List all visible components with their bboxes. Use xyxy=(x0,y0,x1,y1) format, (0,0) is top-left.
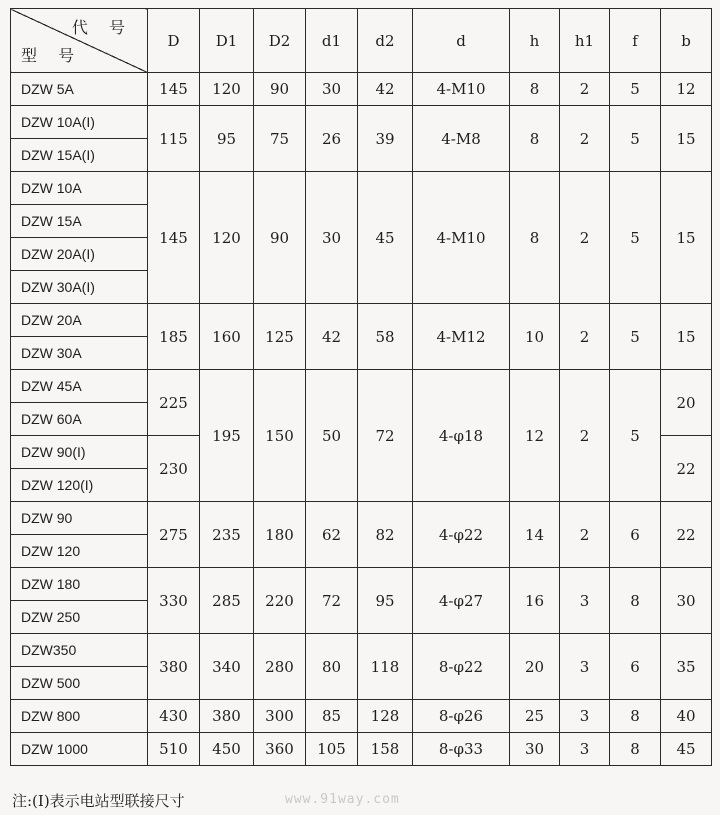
col-header-f: f xyxy=(610,9,661,73)
cell-d1: 30 xyxy=(306,73,358,106)
cell-h: 16 xyxy=(510,568,560,634)
cell-f: 6 xyxy=(610,634,661,700)
model-cell: DZW 90(I) xyxy=(11,436,148,469)
model-cell: DZW 30A(I) xyxy=(11,271,148,304)
cell-b: 15 xyxy=(661,172,712,304)
footnote: 注:(I)表示电站型联接尺寸 xyxy=(12,792,185,810)
model-cell: DZW 10A xyxy=(11,172,148,205)
col-header-D: D xyxy=(148,9,200,73)
header-row xyxy=(11,9,712,73)
table-row xyxy=(11,172,712,205)
model-cell: DZW 250 xyxy=(11,601,148,634)
cell-d1: 62 xyxy=(306,502,358,568)
model-cell: DZW 30A xyxy=(11,337,148,370)
cell-d: 4-M10 xyxy=(413,73,510,106)
cell-d2: 58 xyxy=(358,304,413,370)
cell-f: 5 xyxy=(610,106,661,172)
cell-D: 225 xyxy=(148,370,200,436)
cell-f: 8 xyxy=(610,568,661,634)
cell-D2: 180 xyxy=(254,502,306,568)
model-cell: DZW 1000 xyxy=(11,733,148,766)
cell-h: 30 xyxy=(510,733,560,766)
model-cell: DZW 60A xyxy=(11,403,148,436)
cell-b: 22 xyxy=(661,502,712,568)
cell-D: 380 xyxy=(148,634,200,700)
cell-b: 30 xyxy=(661,568,712,634)
cell-D2: 220 xyxy=(254,568,306,634)
model-cell: DZW 800 xyxy=(11,700,148,733)
cell-D2: 300 xyxy=(254,700,306,733)
model-cell: DZW 20A xyxy=(11,304,148,337)
cell-b: 12 xyxy=(661,73,712,106)
cell-h: 25 xyxy=(510,700,560,733)
watermark: www.91way.com xyxy=(285,792,400,807)
cell-D1: 160 xyxy=(200,304,254,370)
cell-D2: 75 xyxy=(254,106,306,172)
cell-f: 6 xyxy=(610,502,661,568)
col-header-D1: D1 xyxy=(200,9,254,73)
table-row xyxy=(11,502,712,535)
cell-d2: 118 xyxy=(358,634,413,700)
cell-d2: 42 xyxy=(358,73,413,106)
cell-h1: 3 xyxy=(560,634,610,700)
cell-D1: 120 xyxy=(200,172,254,304)
cell-d1: 80 xyxy=(306,634,358,700)
table-row xyxy=(11,106,712,139)
cell-h: 14 xyxy=(510,502,560,568)
cell-D: 115 xyxy=(148,106,200,172)
cell-d2: 45 xyxy=(358,172,413,304)
cell-h1: 2 xyxy=(560,304,610,370)
cell-d2: 82 xyxy=(358,502,413,568)
dimension-table xyxy=(10,8,712,766)
model-cell: DZW 45A xyxy=(11,370,148,403)
table-row xyxy=(11,568,712,601)
cell-D1: 95 xyxy=(200,106,254,172)
cell-d1: 42 xyxy=(306,304,358,370)
col-header-d: d xyxy=(413,9,510,73)
cell-d: 4-φ22 xyxy=(413,502,510,568)
cell-h1: 3 xyxy=(560,700,610,733)
cell-h1: 3 xyxy=(560,733,610,766)
cell-h: 20 xyxy=(510,634,560,700)
model-cell: DZW 5A xyxy=(11,73,148,106)
cell-h1: 2 xyxy=(560,502,610,568)
table-row xyxy=(11,73,712,106)
cell-h: 12 xyxy=(510,370,560,502)
cell-D2: 150 xyxy=(254,370,306,502)
cell-d: 4-φ18 xyxy=(413,370,510,502)
cell-h: 10 xyxy=(510,304,560,370)
corner-header xyxy=(11,9,148,73)
table-row xyxy=(11,634,712,667)
col-header-d1: d1 xyxy=(306,9,358,73)
cell-d: 8-φ26 xyxy=(413,700,510,733)
table-row xyxy=(11,304,712,337)
cell-d: 4-φ27 xyxy=(413,568,510,634)
cell-h: 8 xyxy=(510,172,560,304)
cell-D1: 285 xyxy=(200,568,254,634)
table-row xyxy=(11,733,712,766)
cell-h: 8 xyxy=(510,73,560,106)
cell-D: 510 xyxy=(148,733,200,766)
cell-D: 145 xyxy=(148,172,200,304)
cell-D: 230 xyxy=(148,436,200,502)
model-cell: DZW 20A(I) xyxy=(11,238,148,271)
cell-D1: 195 xyxy=(200,370,254,502)
model-cell: DZW 15A xyxy=(11,205,148,238)
cell-D2: 360 xyxy=(254,733,306,766)
model-cell: DZW 120 xyxy=(11,535,148,568)
cell-b: 15 xyxy=(661,304,712,370)
model-cell: DZW 15A(I) xyxy=(11,139,148,172)
cell-d: 8-φ33 xyxy=(413,733,510,766)
cell-h1: 2 xyxy=(560,106,610,172)
cell-d1: 72 xyxy=(306,568,358,634)
cell-b: 35 xyxy=(661,634,712,700)
cell-D2: 90 xyxy=(254,73,306,106)
cell-D: 275 xyxy=(148,502,200,568)
model-cell: DZW 500 xyxy=(11,667,148,700)
col-header-b: b xyxy=(661,9,712,73)
cell-D1: 340 xyxy=(200,634,254,700)
corner-code-label: 代 号 xyxy=(71,18,133,37)
cell-d2: 72 xyxy=(358,370,413,502)
cell-D2: 90 xyxy=(254,172,306,304)
cell-h1: 2 xyxy=(560,172,610,304)
cell-D: 185 xyxy=(148,304,200,370)
cell-d2: 128 xyxy=(358,700,413,733)
cell-h: 8 xyxy=(510,106,560,172)
cell-d1: 85 xyxy=(306,700,358,733)
model-cell: DZW350 xyxy=(11,634,148,667)
model-cell: DZW 10A(I) xyxy=(11,106,148,139)
cell-h1: 2 xyxy=(560,370,610,502)
model-cell: DZW 180 xyxy=(11,568,148,601)
cell-b: 45 xyxy=(661,733,712,766)
cell-h1: 2 xyxy=(560,73,610,106)
cell-f: 5 xyxy=(610,370,661,502)
cell-D1: 235 xyxy=(200,502,254,568)
cell-f: 5 xyxy=(610,73,661,106)
table-row xyxy=(11,370,712,403)
cell-b: 22 xyxy=(661,436,712,502)
corner-model-label: 型 号 xyxy=(21,46,83,65)
cell-f: 5 xyxy=(610,304,661,370)
cell-d1: 105 xyxy=(306,733,358,766)
cell-d: 4-M12 xyxy=(413,304,510,370)
cell-b: 40 xyxy=(661,700,712,733)
cell-b: 20 xyxy=(661,370,712,436)
cell-d1: 30 xyxy=(306,172,358,304)
cell-d: 8-φ22 xyxy=(413,634,510,700)
col-header-h: h xyxy=(510,9,560,73)
cell-d2: 158 xyxy=(358,733,413,766)
cell-d1: 26 xyxy=(306,106,358,172)
cell-h1: 3 xyxy=(560,568,610,634)
cell-d2: 39 xyxy=(358,106,413,172)
cell-D: 145 xyxy=(148,73,200,106)
cell-D: 330 xyxy=(148,568,200,634)
cell-d2: 95 xyxy=(358,568,413,634)
model-cell: DZW 120(I) xyxy=(11,469,148,502)
cell-D: 430 xyxy=(148,700,200,733)
cell-D1: 380 xyxy=(200,700,254,733)
cell-f: 8 xyxy=(610,700,661,733)
col-header-D2: D2 xyxy=(254,9,306,73)
cell-D2: 125 xyxy=(254,304,306,370)
cell-d: 4-M10 xyxy=(413,172,510,304)
cell-b: 15 xyxy=(661,106,712,172)
cell-D1: 120 xyxy=(200,73,254,106)
cell-d1: 50 xyxy=(306,370,358,502)
cell-f: 5 xyxy=(610,172,661,304)
col-header-d2: d2 xyxy=(358,9,413,73)
cell-D1: 450 xyxy=(200,733,254,766)
table-row xyxy=(11,700,712,733)
col-header-h1: h1 xyxy=(560,9,610,73)
cell-d: 4-M8 xyxy=(413,106,510,172)
cell-D2: 280 xyxy=(254,634,306,700)
cell-f: 8 xyxy=(610,733,661,766)
model-cell: DZW 90 xyxy=(11,502,148,535)
